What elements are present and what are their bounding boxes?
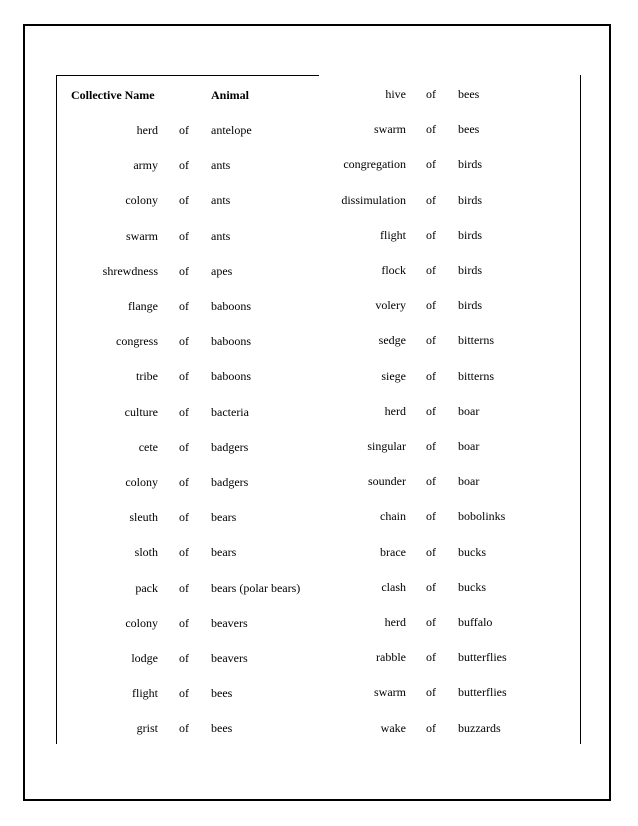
animal-cell: ants bbox=[211, 193, 231, 208]
collective-name-cell: volery bbox=[375, 298, 406, 313]
of-cell: of bbox=[179, 299, 189, 313]
collective-name-cell: army bbox=[133, 158, 158, 173]
of-cell: of bbox=[426, 333, 436, 348]
collective-name-cell: dissimulation bbox=[341, 192, 406, 207]
collective-name-cell: colony bbox=[125, 193, 158, 208]
animal-cell: bitterns bbox=[458, 368, 494, 383]
of-cell: of bbox=[426, 298, 436, 313]
of-cell: of bbox=[179, 228, 189, 243]
of-cell: of bbox=[179, 580, 189, 595]
animal-cell: beavers bbox=[211, 651, 248, 665]
collective-name-cell: chain bbox=[380, 509, 406, 524]
collective-name-cell: flange bbox=[128, 299, 158, 313]
table-right-rule bbox=[580, 75, 581, 744]
of-cell: of bbox=[426, 579, 436, 594]
of-cell: of bbox=[426, 87, 436, 101]
collective-name-cell: sounder bbox=[368, 474, 406, 489]
collective-name-cell: culture bbox=[124, 404, 158, 419]
of-cell: of bbox=[426, 650, 436, 665]
of-cell: of bbox=[426, 368, 436, 383]
animal-cell: bees bbox=[458, 122, 480, 137]
animal-cell: bobolinks bbox=[458, 509, 506, 524]
animal-cell: bitterns bbox=[458, 333, 494, 348]
of-cell: of bbox=[179, 404, 189, 419]
of-cell: of bbox=[179, 510, 189, 525]
of-cell: of bbox=[179, 439, 189, 454]
collective-name-cell: siege bbox=[381, 368, 406, 383]
animal-cell: bees bbox=[458, 87, 480, 101]
animal-cell: baboons bbox=[211, 334, 251, 349]
collective-name-cell: cete bbox=[138, 439, 158, 454]
of-cell: of bbox=[179, 651, 189, 665]
of-cell: of bbox=[426, 720, 436, 735]
animal-cell: badgers bbox=[211, 439, 249, 454]
collective-name-cell: wake bbox=[380, 720, 406, 735]
animal-cell: butterflies bbox=[458, 650, 507, 665]
animal-cell: bacteria bbox=[211, 404, 249, 419]
animal-cell: baboons bbox=[211, 299, 251, 313]
of-cell: of bbox=[179, 158, 189, 173]
of-cell: of bbox=[179, 615, 189, 630]
of-cell: of bbox=[426, 439, 436, 453]
collective-name-cell: swarm bbox=[374, 122, 406, 137]
of-cell: of bbox=[179, 334, 189, 349]
collective-name-cell: sloth bbox=[134, 545, 158, 560]
of-cell: of bbox=[426, 227, 436, 242]
of-cell: of bbox=[179, 545, 189, 560]
collective-name-cell: flight bbox=[132, 686, 158, 701]
table-top-rule bbox=[56, 75, 319, 76]
of-cell: of bbox=[426, 474, 436, 489]
collective-name-cell: shrewdness bbox=[102, 263, 158, 278]
collective-name-cell: colony bbox=[125, 475, 158, 489]
animal-cell: birds bbox=[458, 298, 482, 313]
of-cell: of bbox=[426, 615, 436, 629]
animal-cell: birds bbox=[458, 227, 482, 242]
of-cell: of bbox=[179, 263, 189, 278]
animal-cell: bears bbox=[211, 510, 237, 525]
of-cell: of bbox=[426, 509, 436, 524]
collective-name-cell: hive bbox=[385, 87, 406, 101]
animal-cell: bees bbox=[211, 721, 233, 736]
animal-cell: ants bbox=[211, 158, 231, 173]
collective-name-cell: herd bbox=[384, 615, 406, 629]
collective-name-cell: flock bbox=[381, 263, 406, 277]
of-cell: of bbox=[426, 263, 436, 277]
animal-cell: birds bbox=[458, 263, 482, 277]
collective-name-cell: colony bbox=[125, 615, 158, 630]
collective-name-cell: herd bbox=[136, 123, 158, 137]
collective-name-cell: swarm bbox=[374, 685, 406, 700]
animal-cell: baboons bbox=[211, 369, 251, 384]
of-cell: of bbox=[426, 192, 436, 207]
animal-cell: bears bbox=[211, 545, 237, 560]
animal-cell: boar bbox=[458, 439, 480, 453]
collective-name-cell: sleuth bbox=[129, 510, 158, 525]
animal-cell: birds bbox=[458, 192, 482, 207]
animal-cell: ants bbox=[211, 228, 231, 243]
of-cell: of bbox=[179, 123, 189, 137]
animal-cell: birds bbox=[458, 157, 482, 172]
animal-cell: buzzards bbox=[458, 720, 501, 735]
of-cell: of bbox=[179, 193, 189, 208]
animal-cell: buffalo bbox=[458, 615, 493, 629]
animal-cell: bees bbox=[211, 686, 233, 701]
collective-name-cell: swarm bbox=[126, 228, 158, 243]
table-left-rule bbox=[56, 75, 57, 744]
of-cell: of bbox=[426, 544, 436, 559]
collective-name-cell: lodge bbox=[131, 651, 158, 665]
of-cell: of bbox=[179, 721, 189, 736]
collective-name-cell: herd bbox=[384, 403, 406, 418]
of-cell: of bbox=[426, 403, 436, 418]
animal-cell: beavers bbox=[211, 615, 248, 630]
of-cell: of bbox=[426, 122, 436, 137]
animal-cell: bears (polar bears) bbox=[211, 580, 301, 595]
collective-name-cell: congress bbox=[116, 334, 158, 349]
of-cell: of bbox=[179, 475, 189, 489]
collective-name-cell: brace bbox=[380, 544, 406, 559]
animal-cell: butterflies bbox=[458, 685, 507, 700]
collective-name-cell: grist bbox=[136, 721, 158, 736]
of-cell: of bbox=[179, 369, 189, 384]
collective-name-cell: pack bbox=[135, 580, 158, 595]
header-collective-name: Collective Name bbox=[71, 88, 155, 102]
of-cell: of bbox=[426, 157, 436, 172]
header-animal: Animal bbox=[211, 88, 250, 102]
animal-cell: bucks bbox=[458, 579, 486, 594]
collective-name-cell: sedge bbox=[378, 333, 406, 348]
collective-name-cell: flight bbox=[380, 227, 406, 242]
animal-cell: apes bbox=[211, 263, 233, 278]
of-cell: of bbox=[179, 686, 189, 701]
animal-cell: boar bbox=[458, 403, 480, 418]
collective-name-cell: clash bbox=[381, 579, 406, 594]
collective-name-cell: congregation bbox=[343, 157, 406, 172]
animal-cell: boar bbox=[458, 474, 480, 489]
collective-name-cell: rabble bbox=[376, 650, 406, 665]
collective-name-cell: tribe bbox=[136, 369, 158, 384]
animal-cell: antelope bbox=[211, 123, 252, 137]
of-cell: of bbox=[426, 685, 436, 700]
collective-name-cell: singular bbox=[367, 439, 406, 453]
animal-cell: badgers bbox=[211, 475, 249, 489]
animal-cell: bucks bbox=[458, 544, 486, 559]
